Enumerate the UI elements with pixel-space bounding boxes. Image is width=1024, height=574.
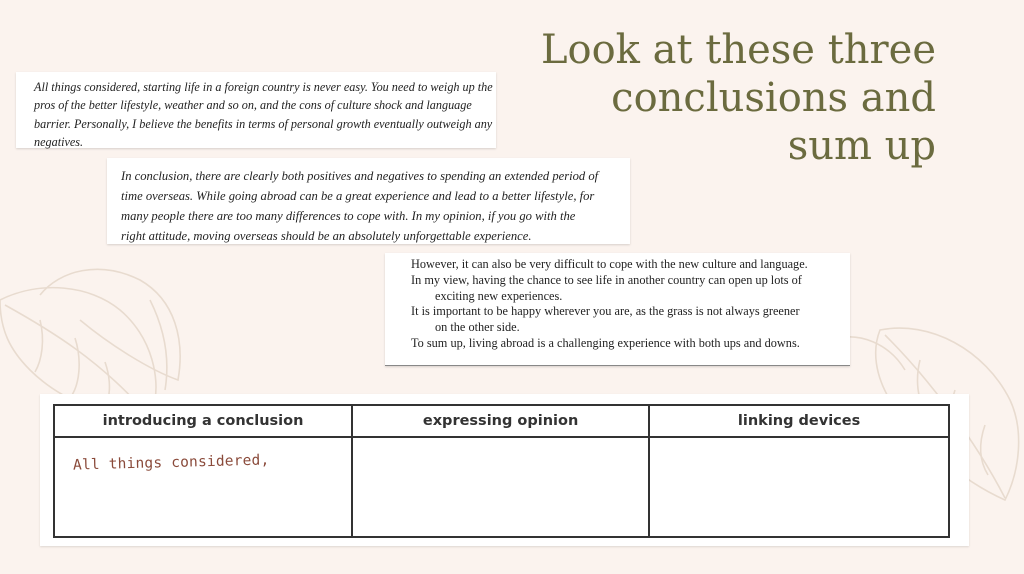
excerpt-line: many people there are too many differences to cope with. In my opinion, if you go with the [121,209,576,223]
excerpt-line: time overseas. While going abroad can be a great experience and lead to a better lifestyle, for [121,189,595,203]
excerpt-line: To sum up, living abroad is a challenging experience with both ups and downs. [411,335,800,350]
title-line: sum up [787,123,936,169]
excerpt-line: In conclusion, there are clearly both positives and negatives to spending an extended period of [121,169,599,183]
table-cell [54,437,352,537]
excerpt-line: In my view, having the chance to see life in another country can open up lots of [411,272,802,287]
excerpt-line: However, it can also be very difficult to cope with the new culture and language. [411,257,808,271]
title-line: Look at these three [540,27,936,73]
excerpt-line: It is important to be happy wherever you are, as the grass is not always greener [411,304,800,319]
handwritten-answer: All things considered, [72,452,270,474]
table-header-row [54,405,949,437]
slide-title [516,26,936,170]
title-line: conclusions and [611,75,936,121]
table-row [54,437,949,537]
worksheet-table-card [40,394,969,546]
table-cell [649,437,949,537]
excerpt-card-2 [107,158,630,244]
table-cell [352,437,649,537]
excerpt-line: pros of the better lifestyle, weather and so on, and the cons of culture shock and language [34,98,472,113]
column-header: expressing opinion [352,405,649,437]
excerpt-line: negatives. [34,135,84,150]
column-header: linking devices [649,405,949,437]
worksheet-table [53,404,950,538]
excerpt-card-1 [16,72,496,148]
excerpt-line: barrier. Personally, I believe the benefits in terms of personal growth eventually outweigh any [34,116,493,131]
excerpt-line: exciting new experiences. [435,288,563,303]
excerpt-line: right attitude, moving overseas should be an absolutely unforgettable experience. [121,229,532,243]
excerpt-line: on the other side. [435,320,520,335]
divider [385,365,850,366]
excerpt-card-3 [385,253,850,366]
excerpt-line: All things considered, starting life in a foreign country is never easy. You need to weigh up the [34,80,493,94]
column-header: introducing a conclusion [54,405,352,437]
